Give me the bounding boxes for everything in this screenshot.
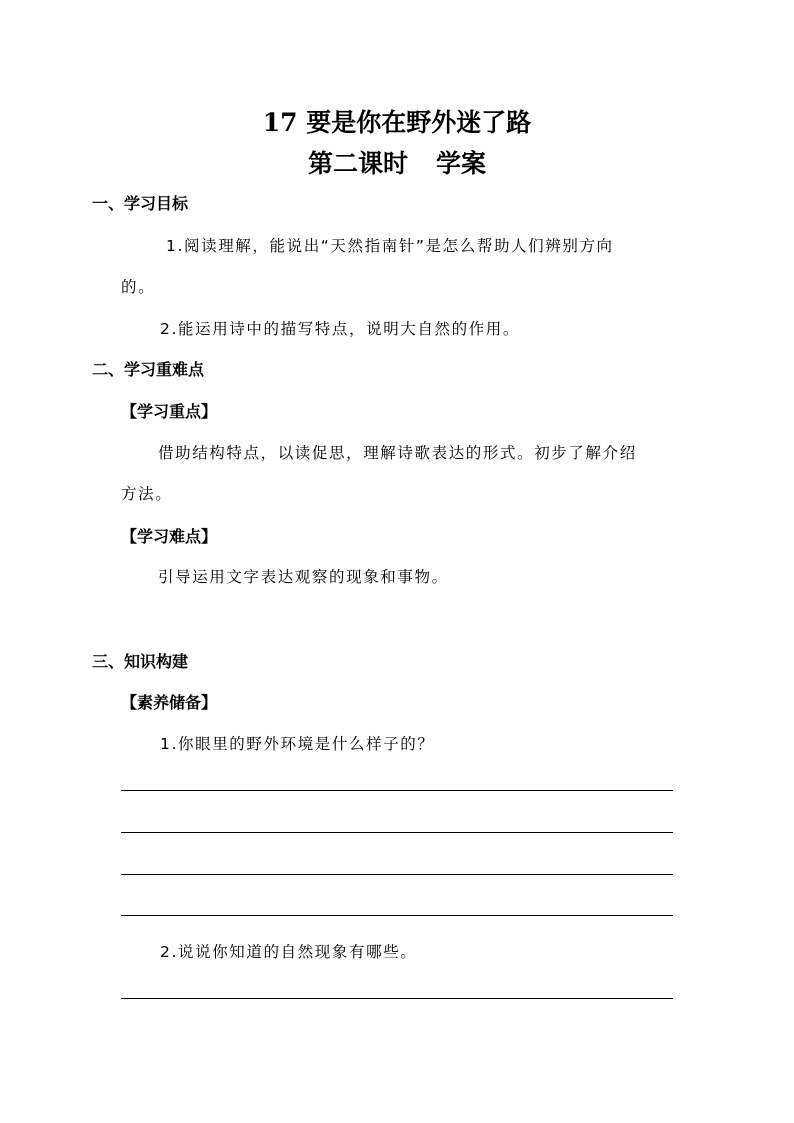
goal-1-line-1: 1.阅读理解，能说出“天然指南针”是怎么帮助人们辨别方向 <box>166 237 614 255</box>
difficult-point-text: 引导运用文字表达观察的现象和事物。 <box>158 568 449 586</box>
section-heading-goals: 一、学习目标 <box>92 194 189 213</box>
subtitle-lesson: 第二课时 <box>307 149 408 178</box>
document-subtitle <box>0 144 794 180</box>
difficult-point-label: 【学习难点】 <box>121 527 218 546</box>
literacy-prep-label: 【素养储备】 <box>121 693 218 712</box>
section-heading-knowledge: 三、知识构建 <box>92 652 189 671</box>
answer-line[interactable] <box>121 998 673 999</box>
answer-line[interactable] <box>121 832 673 833</box>
document-title: 17 要是你在野外迷了路 <box>262 108 532 137</box>
goal-1-line-2: 的。 <box>121 278 156 296</box>
question-2: 2.说说你知道的自然现象有哪些。 <box>160 943 418 961</box>
section-heading-key-points: 二、学习重难点 <box>92 360 205 379</box>
key-point-label: 【学习重点】 <box>121 402 218 421</box>
goal-2: 2.能运用诗中的描写特点，说明大自然的作用。 <box>160 320 520 338</box>
answer-line[interactable] <box>121 915 673 916</box>
question-1: 1.你眼里的野外环境是什么样子的？ <box>160 735 435 753</box>
key-point-line-2: 方法。 <box>121 485 173 503</box>
answer-line[interactable] <box>121 874 673 875</box>
key-point-line-1: 借助结构特点，以读促思，理解诗歌表达的形式。初步了解介绍 <box>158 444 637 462</box>
answer-line[interactable] <box>121 790 673 791</box>
subtitle-type: 学案 <box>436 149 487 178</box>
